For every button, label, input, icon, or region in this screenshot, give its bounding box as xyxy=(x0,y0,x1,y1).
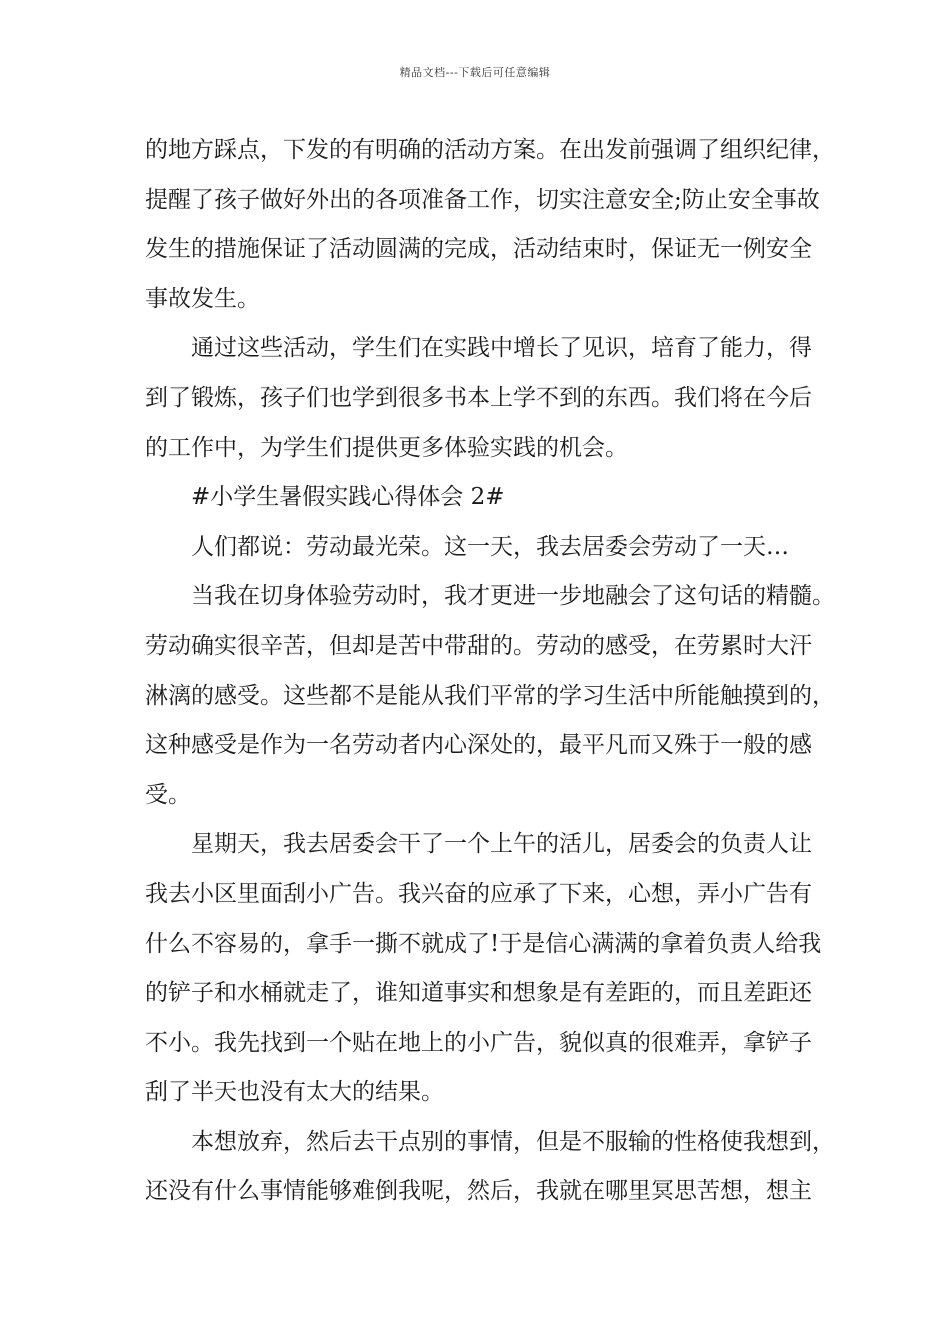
text-line: 刮了半天也没有太大的结果。 xyxy=(145,1079,444,1106)
text-line: 发生的措施保证了活动圆满的完成，活动结束时，保证无一例安全 xyxy=(145,236,812,263)
text-line: 淋漓的感受。这些都不是能从我们平常的学习生活中所能触摸到的， xyxy=(145,682,835,709)
text-line: 提醒了孩子做好外出的各项准备工作，切实注意安全;防止安全事故 xyxy=(145,186,820,213)
text-line: 劳动确实很辛苦，但却是苦中带甜的。劳动的感受，在劳累时大汗 xyxy=(145,632,812,659)
text-line: 什么不容易的，拿手一撕不就成了!于是信心满满的拿着负责人给我 xyxy=(145,930,822,957)
document-body xyxy=(145,126,835,1217)
section-heading: #小学生暑假实践心得体会 2# xyxy=(191,484,505,511)
text-line: 不小。我先找到一个贴在地上的小广告，貌似真的很难弄，拿铲子 xyxy=(145,1029,812,1056)
text-line: 到了锻炼，孩子们也学到很多书本上学不到的东西。我们将在今后 xyxy=(145,384,812,411)
text-line: 事故发生。 xyxy=(145,285,260,312)
text-line: 我去小区里面刮小广告。我兴奋的应承了下来，心想，弄小广告有 xyxy=(145,880,812,907)
text-line: 这种感受是作为一名劳动者内心深处的，最平凡而又殊于一般的感 xyxy=(145,732,812,759)
text-line: 受。 xyxy=(145,781,191,808)
text-line: 星期天，我去居委会干了一个上午的活儿，居委会的负责人让 xyxy=(191,831,812,858)
text-line: 通过这些活动，学生们在实践中增长了见识，培育了能力，得 xyxy=(191,335,812,362)
text-line: 还没有什么事情能够难倒我呢，然后，我就在哪里冥思苦想，想主 xyxy=(145,1178,812,1205)
text-line: 本想放弃，然后去干点别的事情，但是不服输的性格使我想到， xyxy=(191,1128,835,1155)
page-header: 精品文档---下载后可任意编辑 xyxy=(399,66,551,79)
text-line: 的铲子和水桶就走了，谁知道事实和想象是有差距的，而且差距还 xyxy=(145,980,812,1007)
text-line: 的工作中，为学生们提供更多体验实践的机会。 xyxy=(145,434,628,461)
text-line: 的地方踩点，下发的有明确的活动方案。在出发前强调了组织纪律， xyxy=(145,137,835,163)
text-line: 人们都说：劳动最光荣。这一天，我去居委会劳动了一天… xyxy=(191,533,789,560)
text-line: 当我在切身体验劳动时，我才更进一步地融会了这句话的精髓。 xyxy=(191,583,835,610)
